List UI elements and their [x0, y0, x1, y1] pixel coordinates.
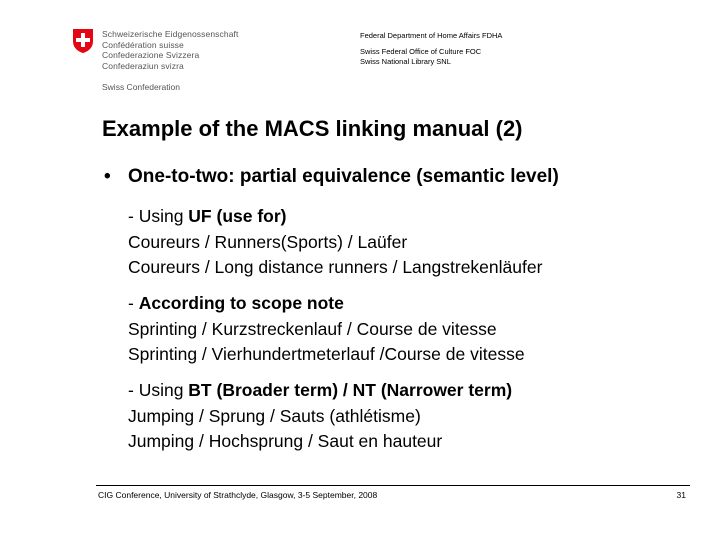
example-line: Jumping / Hochsprung / Saut en hauteur [128, 431, 443, 451]
lead-prefix: - Using [128, 380, 189, 400]
block-lead [128, 291, 525, 317]
block-lead [128, 378, 512, 404]
confederation-line: Confederazione Svizzera [102, 50, 200, 60]
confederation-line: Schweizerische Eidgenossenschaft [102, 29, 239, 39]
bullet-marker: • [104, 166, 111, 187]
block-lead [128, 204, 542, 230]
example-block [128, 378, 512, 455]
main-bullet [104, 166, 559, 188]
slide-title: Example of the MACS linking manual (2) [102, 116, 523, 141]
confederation-line: Confederaziun svizra [102, 60, 184, 71]
example-line: Sprinting / Kurzstreckenlauf / Course de vitesse [128, 318, 497, 339]
footer-text: CIG Conference, University of Strathclyde, Glasgow, 3-5 September, 2008 [98, 490, 378, 500]
office-names [360, 47, 481, 67]
lead-prefix: - Using [128, 206, 189, 226]
office-line: Swiss National Library SNL [360, 57, 451, 66]
example-line: Coureurs / Runners(Sports) / Laüfer [128, 231, 408, 252]
swiss-flag-icon [72, 28, 94, 54]
lead-bold: BT (Broader term) / NT (Narrower term) [188, 380, 513, 400]
example-line: Jumping / Sprung / Sauts (athlétisme) [128, 405, 421, 426]
bullet-text: One-to-two: partial equivalence (semantic level) [128, 166, 559, 187]
lead-prefix: - [128, 293, 139, 313]
example-block [128, 204, 542, 281]
lead-bold: According to scope note [138, 293, 344, 313]
confederation-english: Swiss Confederation [102, 82, 180, 92]
confederation-names [102, 29, 238, 71]
example-block [128, 291, 525, 368]
example-line: Sprinting / Vierhundertmeterlauf /Course de vitesse [128, 344, 525, 364]
footer-divider [96, 485, 690, 486]
example-line: Coureurs / Long distance runners / Langstrekenläufer [128, 257, 543, 277]
office-line: Swiss Federal Office of Culture FOC [360, 47, 482, 56]
confederation-line: Confédération suisse [102, 39, 184, 50]
lead-bold: UF (use for) [188, 206, 287, 226]
department-name: Federal Department of Home Affairs FDHA [360, 31, 503, 40]
page-number: 31 [676, 490, 686, 500]
